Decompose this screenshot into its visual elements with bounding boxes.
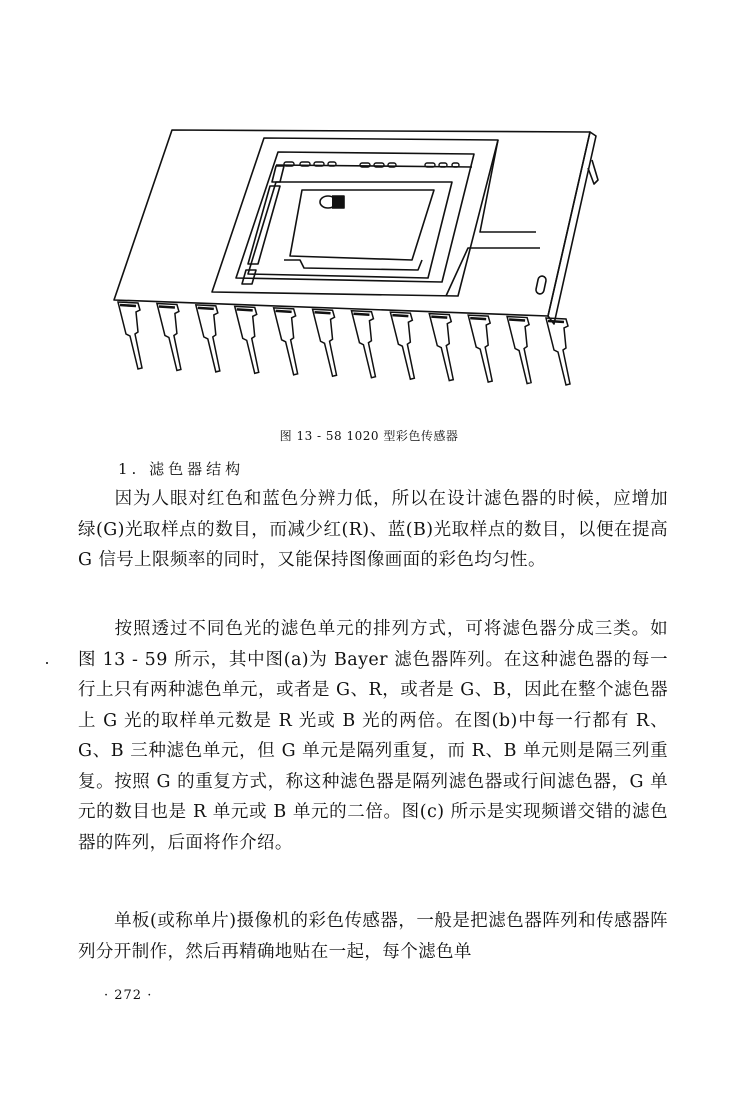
pin-bend — [509, 320, 525, 321]
pin — [429, 314, 453, 381]
pin — [468, 315, 492, 382]
figure-caption: 图 13 - 58 1020 型彩色传感器 — [279, 429, 459, 443]
pin-bend — [548, 321, 564, 322]
pin — [351, 311, 375, 378]
pin — [118, 302, 142, 369]
paragraph-3-text: 单板(或称单片)摄像机的彩色传感器，一般是把滤色器阵列和传感器阵列分开制作，然后再精确地贴在一起，每个滤色单 — [78, 911, 668, 962]
pin-bend — [237, 309, 253, 310]
pin-bend — [392, 315, 408, 316]
pin-bend — [159, 306, 175, 307]
section-heading: 1. 滤色器结构 — [118, 460, 245, 478]
paragraph-2-text: 按照透过不同色光的滤色单元的排列方式，可将滤色器分成三类。如图 13 - 59 所示，其中图(a)为 Bayer 滤色器阵列。在这种滤色器的每一行上只有两种滤色单元，或者是 G、R，或者是 G、B，因此在整个滤色器上 G 光的取样单元数是 R 光或 B 光的两倍。在图(b)中每一行都有 R、G、B 三种滤色单元，但 G 单元是隔列重复，而 R、B 单元则是隔三列重复。按照 G 的重复方式，称这种滤色器是隔列滤色器或行间滤色器，G 单元的数目也是 R 单元或 B 单元的二倍。图(c) 所示是实现频谱交错的滤色器的阵列，后面将作介绍。 — [78, 619, 668, 853]
paragraph-2 — [78, 614, 668, 858]
paragraph-1 — [78, 484, 668, 576]
pin-bend — [470, 318, 486, 319]
pin-bend — [198, 308, 214, 309]
package-top-face — [114, 130, 590, 316]
sensor-die — [290, 190, 434, 260]
pin-bend — [120, 305, 136, 306]
pin — [157, 303, 181, 370]
page-number: · 272 · — [104, 988, 153, 1003]
package-side-face — [548, 132, 596, 324]
margin-mark — [46, 662, 48, 664]
paragraph-3 — [78, 906, 668, 967]
pin-bend — [431, 317, 447, 318]
pin — [390, 312, 414, 379]
paragraph-1-text: 因为人眼对红色和蓝色分辨力低，所以在设计滤色器的时候，应增加绿(G)光取样点的数目，而减少红(R)、蓝(B)光取样点的数目，以便在提高 G 信号上限频率的同时，又能保持图像画面的彩色均匀性。 — [78, 489, 668, 570]
orientation-notch — [535, 275, 547, 294]
pin — [313, 309, 337, 376]
pin — [507, 317, 531, 384]
pin-bend — [276, 311, 292, 312]
pin-bend — [315, 312, 331, 313]
chip-sensor-figure — [100, 120, 660, 400]
pin — [274, 308, 298, 375]
pin — [196, 305, 220, 372]
pin-bend — [353, 314, 369, 315]
pin — [546, 318, 570, 385]
pin — [235, 306, 259, 373]
